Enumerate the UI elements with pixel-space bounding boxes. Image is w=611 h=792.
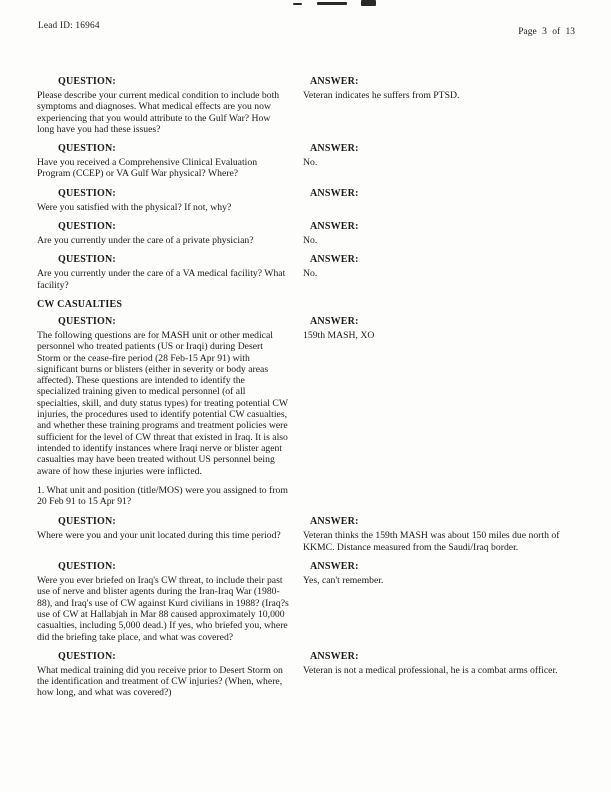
answer-text: Veteran indicates he suffers from PTSD. [303,90,460,101]
question-label: QUESTION: [58,650,116,662]
question-text: Where were you and your unit located during this time period? [37,530,281,542]
question-column [37,188,289,213]
question-column [37,143,289,180]
page-number-text: Page 3 of 13 [518,27,575,37]
scan-artifact [293,3,302,5]
answer-column [303,516,578,553]
question-text: Are you currently under the care of a private physician? [37,235,254,247]
qa-row [37,316,578,477]
question-label: QUESTION: [58,561,116,573]
qa-row [37,254,578,291]
question-text: The following questions are for MASH unit or other medical personnel who treated patients (US or Iraqi) during Desert Storm or the cease-fire period (28 Feb-15 Apr 91) with significant burns or blisters (either in severity or body areas affected). These questions are intended to identify the specialized training given to medical personnel (of all specialties, skill, and duty status types) for treating potential CW injuries, the procedures used to identify potential CW casualties, and whether these training programs and treatment policies were sufficient for the level of CW threat that existed in Iraq. It is also intended to identify instances where Iraqi nerve or blister agent casualties may have been treated without US personnel being aware of how these injuries were inflicted. [37,329,288,477]
answer-text: 159th MASH, XO [303,329,375,341]
answer-text: Yes, can't remember. [303,575,384,587]
question-column [37,254,289,291]
question-label: QUESTION: [58,516,116,528]
qa-row [37,76,578,135]
answer-label: ANSWER: [310,315,359,327]
question-column [37,76,289,135]
answer-column [303,76,578,101]
qa-row [37,221,578,246]
answer-text: No. [303,157,318,169]
question-column [37,316,289,477]
qa-row [37,188,578,213]
scan-artifact [361,0,376,6]
qa-row [37,516,578,553]
answer-column [303,188,578,202]
answer-label: ANSWER: [310,143,359,155]
qa-row [37,143,578,180]
question-text: Have you received a Comprehensive Clinical Evaluation Program (CCEP) or VA Gulf War physical? Where? [37,157,258,180]
answer-column [303,254,578,279]
answer-label: ANSWER: [310,221,359,233]
question-label: QUESTION: [58,221,116,233]
question-label: QUESTION: [58,143,116,155]
question-text: Please describe your current medical condition to include both symptoms and diagnoses. What medical effects are you now experiencing that you would attribute to the Gulf War? How long have you had these issues? [37,90,280,135]
answer-text: No. [303,235,318,247]
question-label: QUESTION: [58,76,116,87]
answer-text: Veteran is not a medical professional, he is a combat arms officer. [303,664,558,676]
answer-label: ANSWER: [310,516,359,528]
answer-text: No. [303,268,318,280]
question-text: Were you satisfied with the physical? If not, why? [37,201,232,213]
question-label: QUESTION: [58,187,116,199]
question-column [37,221,289,246]
question-paragraph: 1. What unit and position (title/MOS) were you assigned to from 20 Feb 91 to 15 Apr 91? [37,484,288,508]
question-label: QUESTION: [58,254,116,266]
answer-column [303,221,578,246]
answer-label: ANSWER: [310,187,359,199]
qa-row [37,561,578,643]
question-text: Are you currently under the care of a VA medical facility? What facility? [37,268,286,291]
scan-artifact [317,2,347,5]
answer-label: ANSWER: [310,76,359,87]
answer-label: ANSWER: [310,650,359,662]
answer-column [303,651,578,676]
answer-column [303,561,578,586]
question-label: QUESTION: [58,315,116,327]
qa-rows [37,76,578,707]
answer-text: Veteran thinks the 159th MASH was about 150 miles due north of KKMC. Distance measured from the Saudi/Iraq border. [303,530,560,553]
lead-id-text: Lead ID: 16964 [38,21,100,31]
answer-column [303,316,578,341]
question-column [37,516,289,541]
question-text: Were you ever briefed on Iraq's CW threat, to include their past use of nerve and blister agents during the Iran-Iraq War (1980-88), and Iraq's use of CW against Kurd civilians in 1988? (Iraq?s use of CW at Hallabjah in Mar 88 caused approximately 10,000 casualties, including 5,000 dead.) If yes, who briefed you, where did the briefing take place, and what was covered? [37,575,289,643]
question-column [37,561,289,643]
section-heading: CW CASUALTIES [37,298,123,310]
answer-label: ANSWER: [310,254,359,266]
question-text: What medical training did you receive prior to Desert Storm on the identification and treatment of CW injuries? (When, where, how long, and what was covered?) [37,664,283,699]
answer-column [303,143,578,168]
answer-label: ANSWER: [310,561,359,573]
question-column [37,651,289,699]
qa-row [37,651,578,699]
